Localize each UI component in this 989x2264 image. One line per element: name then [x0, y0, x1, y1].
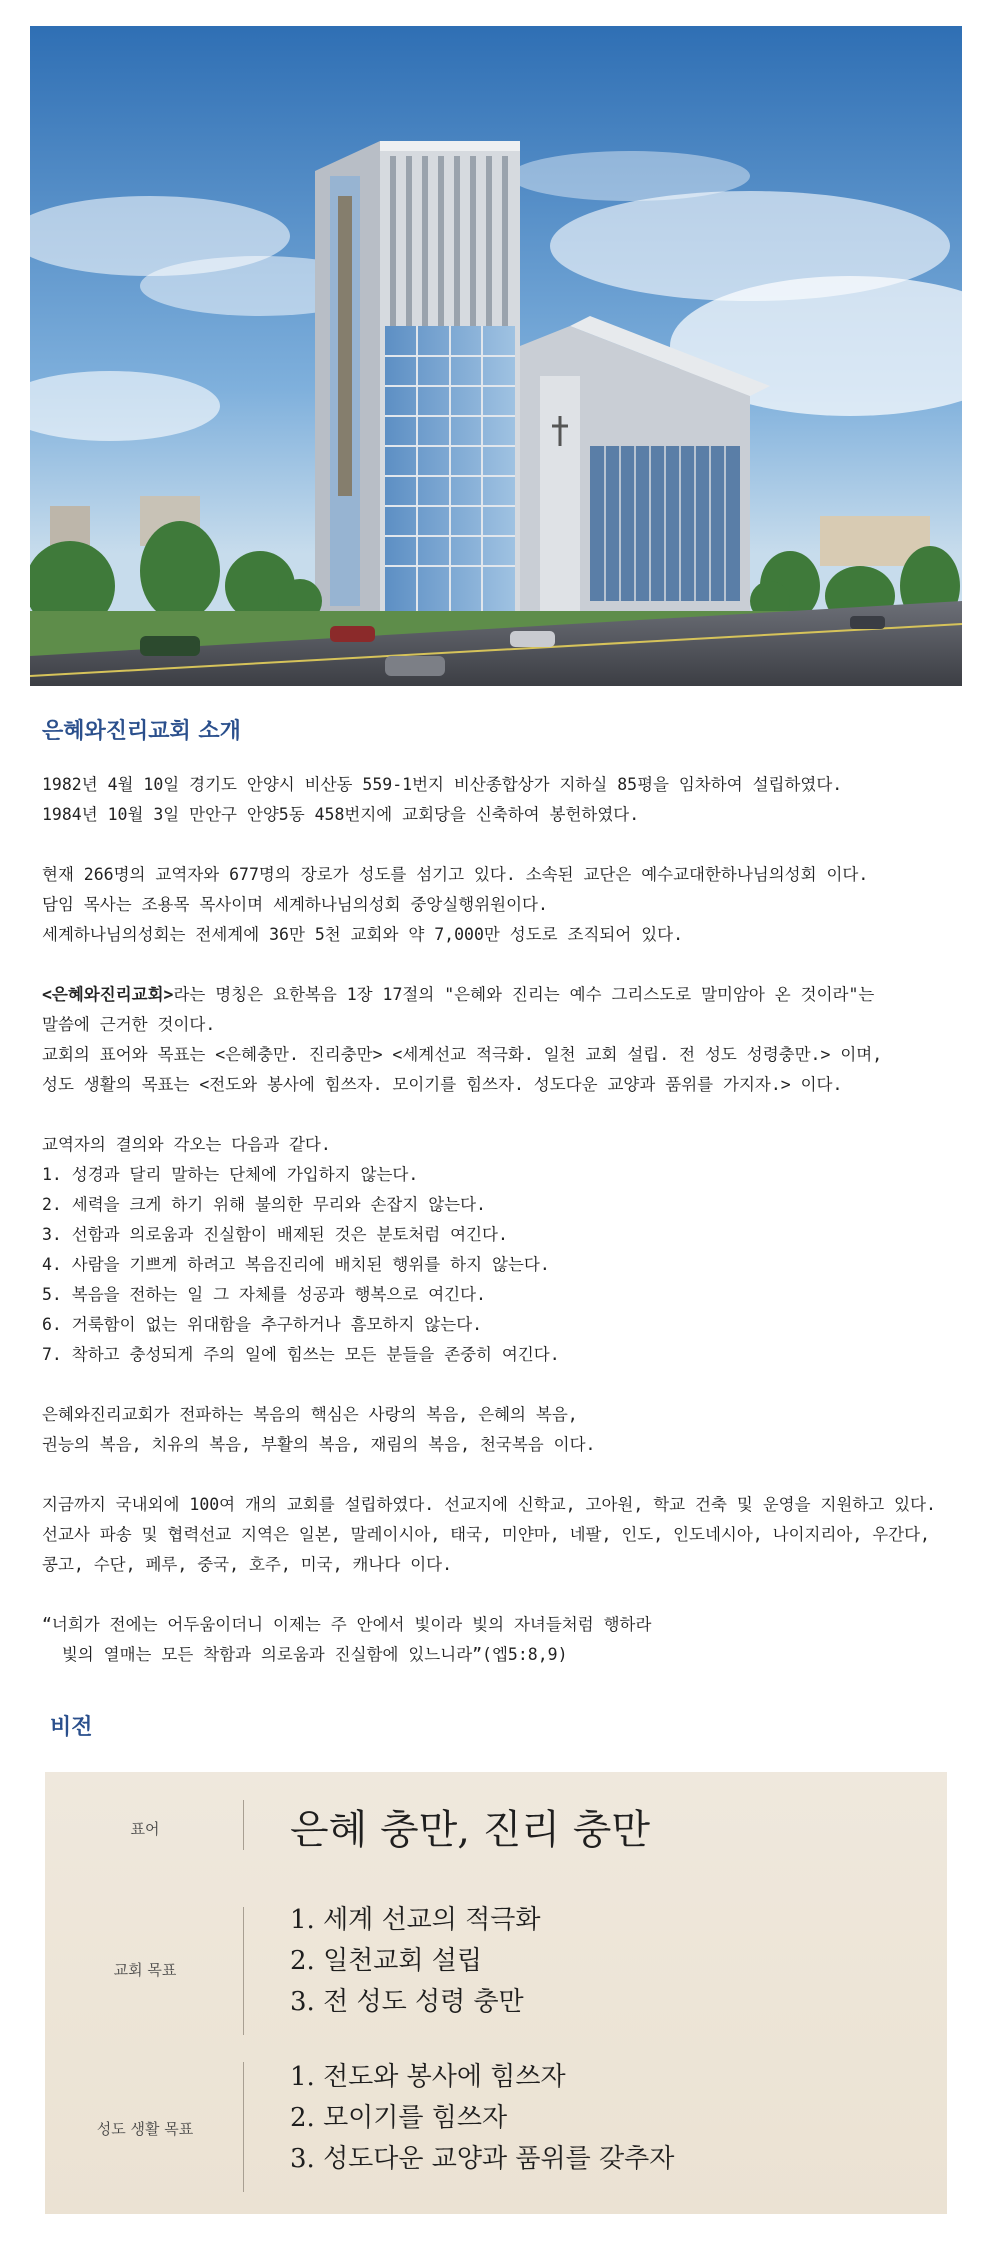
- intro-line: 세계하나님의성회는 전세계에 36만 5천 교회와 약 7,000만 성도로 조직되어 있다.: [42, 925, 684, 944]
- church-goals-list: [290, 1900, 541, 2023]
- life-goals-label: 성도 생활 목표: [96, 2120, 194, 2138]
- divider: [243, 2062, 244, 2192]
- church-goals-label: 교회 목표: [113, 1961, 177, 1979]
- intro-line: 선교사 파송 및 협력선교 지역은 일본, 말레이시아, 태국, 미얀마, 네팔, 인도, 인도네시아, 나이지리아, 우간다,: [42, 1525, 930, 1544]
- intro-line: 성도 생활의 목표는 <전도와 봉사에 힘쓰자. 모이기를 힘쓰자. 성도다운 교양과 품위를 가지자.> 이다.: [42, 1075, 843, 1094]
- life-goals-list: [290, 2057, 674, 2180]
- intro-line: 담임 목사는 조용목 목사이며 세계하나님의성회 중앙실행위원이다.: [42, 895, 548, 914]
- intro-line: 은혜와진리교회가 전파하는 복음의 핵심은 사랑의 복음, 은혜의 복음,: [42, 1405, 578, 1424]
- life-goal-item: 2. 모이기를 힘쓰자: [290, 2103, 508, 2133]
- intro-line: 교회의 표어와 목표는 <은혜충만. 진리충만> <세계선교 적극화. 일천 교회 설립. 전 성도 성령충만.> 이며,: [42, 1045, 883, 1064]
- church-goal-item: 2. 일천교회 설립: [290, 1946, 483, 1976]
- vision-title: 비전: [50, 1715, 93, 1740]
- intro-line: 권능의 복음, 치유의 복음, 부활의 복음, 재림의 복음, 천국복음 이다.: [42, 1435, 596, 1454]
- motto-label: 표어: [130, 1820, 160, 1838]
- resolution-item: 5. 복음을 전하는 일 그 자체를 성공과 행복으로 여긴다.: [42, 1285, 486, 1304]
- resolution-item: 6. 거룩함이 없는 위대함을 추구하거나 흠모하지 않는다.: [42, 1315, 483, 1334]
- resolution-item: 3. 선함과 의로움과 진실함이 배제된 것은 분토처럼 여긴다.: [42, 1225, 508, 1244]
- church-goal-item: 1. 세계 선교의 적극화: [290, 1905, 541, 1935]
- divider: [243, 1800, 244, 1850]
- intro-line: 콩고, 수단, 페루, 중국, 호주, 미국, 캐나다 이다.: [42, 1555, 453, 1574]
- life-goal-item: 3. 성도다운 교양과 품위를 갖추자: [290, 2144, 675, 2174]
- intro-line: 말씀에 근거한 것이다.: [42, 1015, 216, 1034]
- divider: [243, 1907, 244, 2035]
- resolution-item: 1. 성경과 달리 말하는 단체에 가입하지 않는다.: [42, 1165, 419, 1184]
- vision-panel: [45, 1772, 947, 2214]
- intro-line: 현재 266명의 교역자와 677명의 장로가 성도를 섬기고 있다. 소속된 교단은 예수교대한하나님의성회 이다.: [42, 865, 869, 884]
- church-goal-item: 3. 전 성도 성령 충만: [290, 1987, 524, 2017]
- motto: 은혜 충만, 진리 충만: [290, 1807, 650, 1853]
- resolution-item: 4. 사람을 기쁘게 하려고 복음진리에 배치된 행위를 하지 않는다.: [42, 1255, 550, 1274]
- intro-body: [42, 770, 962, 1670]
- intro-title: 은혜와진리교회 소개: [42, 719, 241, 744]
- scripture-quote: 빛의 열매는 모든 착함과 의로움과 진실함에 있느니라”(엡5:8,9): [42, 1645, 568, 1664]
- church-building-image: [30, 26, 962, 686]
- resolution-item: 2. 세력을 크게 하기 위해 불의한 무리와 손잡지 않는다.: [42, 1195, 486, 1214]
- intro-line: 1982년 4월 10일 경기도 안양시 비산동 559-1번지 비산종합상가 지하실 85평을 임차하여 설립하였다.: [42, 775, 843, 794]
- resolution-heading: 교역자의 결의와 각오는 다음과 같다.: [42, 1135, 331, 1154]
- intro-line: 1984년 10월 3일 만안구 안양5동 458번지에 교회당을 신축하여 봉헌하였다.: [42, 805, 640, 824]
- scripture-quote: “너희가 전에는 어두움이더니 이제는 주 안에서 빛이라 빛의 자녀들처럼 행하라: [42, 1615, 652, 1634]
- life-goal-item: 1. 전도와 봉사에 힘쓰자: [290, 2062, 566, 2092]
- intro-line: 지금까지 국내외에 100여 개의 교회를 설립하였다. 선교지에 신학교, 고아원, 학교 건축 및 운영을 지원하고 있다.: [42, 1495, 936, 1514]
- intro-line: <은혜와진리교회>라는 명칭은 요한복음 1장 17절의 "은혜와 진리는 예수 그리스도로 말미암아 온 것이라"는: [42, 985, 875, 1004]
- church-name-bold: <은혜와진리교회>: [42, 985, 174, 1004]
- resolution-item: 7. 착하고 충성되게 주의 일에 힘쓰는 모든 분들을 존중히 여긴다.: [42, 1345, 560, 1364]
